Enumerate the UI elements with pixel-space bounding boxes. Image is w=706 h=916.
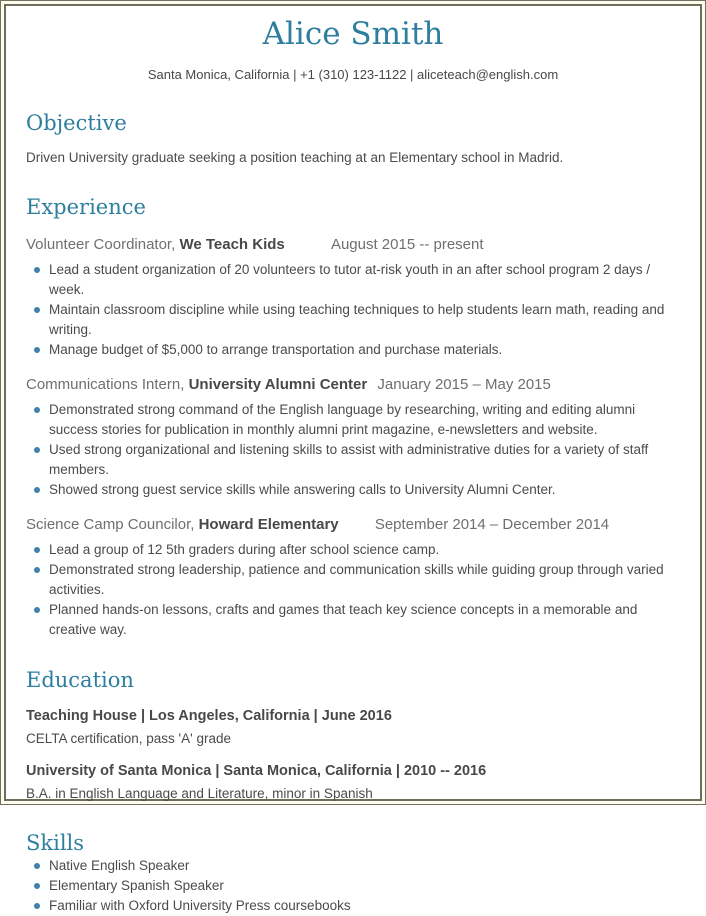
education-heading: Education: [26, 668, 134, 692]
education-title: University of Santa Monica | Santa Monica, California | 2010 -- 2016: [26, 763, 487, 779]
job-bullet-text: Demonstrated strong command of the English language by researching, writing and editing alumni success stories for publication in monthly alumni print magazine, e-newsletters and website.: [49, 402, 636, 437]
job-bullet: [26, 400, 680, 440]
job-bullet-text: Planned hands-on lessons, crafts and games that teach key science concepts in a memorable and creative way.: [49, 602, 638, 637]
job-bullet: [26, 480, 680, 500]
job-title: Science Camp Councilor,: [26, 516, 195, 533]
bullet-dot-icon: [34, 547, 40, 553]
bullet-dot-icon: [34, 883, 40, 889]
skills-list: [26, 856, 680, 916]
bullet-dot-icon: [34, 607, 40, 613]
skill-item: [26, 896, 680, 916]
objective-text: Driven University graduate seeking a position teaching at an Elementary school in Madrid.: [26, 150, 564, 165]
job-entry: [26, 375, 680, 500]
section-experience: [26, 194, 680, 640]
job-entry: [26, 515, 680, 640]
skill-item: [26, 876, 680, 896]
job-title: Volunteer Coordinator,: [26, 236, 176, 253]
job-bullet: [26, 560, 680, 600]
education-detail: B.A. in English Language and Literature, minor in Spanish: [26, 786, 373, 801]
bullet-dot-icon: [34, 407, 40, 413]
section-education: [26, 667, 680, 803]
skill-item: [26, 856, 680, 876]
job-entry: [26, 235, 680, 360]
job-header: [26, 235, 680, 255]
bullet-dot-icon: [34, 903, 40, 909]
job-bullet: [26, 600, 680, 640]
job-bullet-list: [26, 540, 680, 640]
job-bullet: [26, 340, 680, 360]
education-entry: [26, 762, 680, 803]
job-company: University Alumni Center: [188, 376, 368, 393]
bullet-dot-icon: [34, 487, 40, 493]
job-header: [26, 375, 680, 395]
job-company: We Teach Kids: [179, 236, 285, 253]
section-skills: [26, 830, 680, 916]
education-entry: [26, 707, 680, 748]
education-detail: CELTA certification, pass 'A' grade: [26, 731, 231, 746]
job-bullet-text: Lead a group of 12 5th graders during after school science camp.: [49, 542, 440, 557]
job-bullet-text: Used strong organizational and listening skills to assist with administrative duties for a variety of staff members.: [49, 442, 649, 477]
skill-text: Native English Speaker: [49, 858, 190, 873]
job-bullet-list: [26, 260, 680, 360]
job-bullet-text: Showed strong guest service skills while answering calls to University Alumni Center.: [49, 482, 556, 497]
job-bullet-text: Demonstrated strong leadership, patience and communication skills while guiding group through varied activities.: [49, 562, 664, 597]
job-bullet-text: Maintain classroom discipline while using teaching techniques to help students learn math, reading and writing.: [49, 302, 665, 337]
resume-page-inner: [4, 4, 702, 913]
job-company: Howard Elementary: [198, 516, 339, 533]
bullet-dot-icon: [34, 347, 40, 353]
objective-heading: Objective: [26, 111, 127, 135]
experience-heading: Experience: [26, 195, 146, 219]
education-title: Teaching House | Los Angeles, California | June 2016: [26, 708, 392, 724]
job-bullet: [26, 300, 680, 340]
job-bullet-list: [26, 400, 680, 500]
job-bullet: [26, 540, 680, 560]
job-title: Communications Intern,: [26, 376, 185, 393]
job-bullet-text: Manage budget of $5,000 to arrange transportation and purchase materials.: [49, 342, 503, 357]
resume-name: Alice Smith: [262, 16, 444, 52]
job-bullet: [26, 260, 680, 300]
job-dates: January 2015 – May 2015: [377, 376, 551, 393]
job-dates: August 2015 -- present: [330, 236, 484, 253]
job-header: [26, 515, 680, 535]
skill-text: Elementary Spanish Speaker: [49, 878, 224, 893]
contact-line: Santa Monica, California | +1 (310) 123-1122 | aliceteach@english.com: [147, 67, 559, 82]
skill-text: Familiar with Oxford University Press coursebooks: [49, 898, 351, 913]
job-dates: September 2014 – December 2014: [374, 516, 610, 533]
bullet-dot-icon: [34, 447, 40, 453]
job-bullet-text: Lead a student organization of 20 volunteers to tutor at-risk youth in an after school program 2 days / week.: [49, 262, 651, 297]
job-bullet: [26, 440, 680, 480]
bullet-dot-icon: [34, 567, 40, 573]
section-objective: [26, 110, 680, 167]
bullet-dot-icon: [34, 307, 40, 313]
bullet-dot-icon: [34, 863, 40, 869]
skills-heading: Skills: [26, 831, 85, 855]
bullet-dot-icon: [34, 267, 40, 273]
